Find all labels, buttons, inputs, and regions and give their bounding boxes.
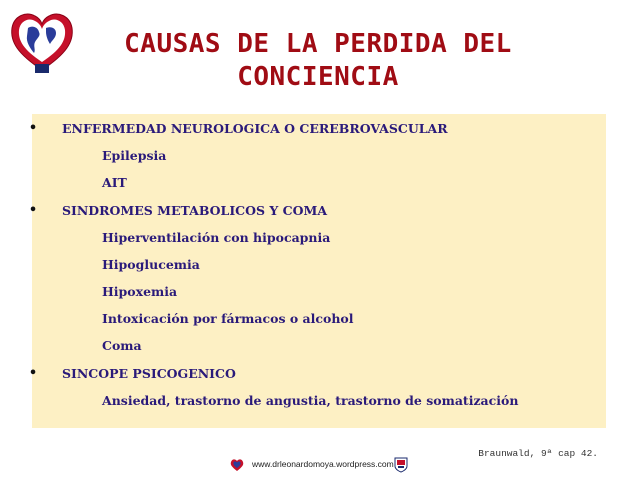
bullet-icon: • bbox=[28, 366, 38, 381]
list-item-label: Intoxicación por fármacos o alcohol bbox=[102, 311, 354, 326]
seal-icon bbox=[394, 457, 408, 473]
list-item bbox=[28, 200, 328, 222]
list-item-label: AIT bbox=[102, 175, 127, 190]
bullet-icon: • bbox=[28, 121, 38, 136]
slide-title bbox=[78, 28, 558, 94]
list-item bbox=[102, 227, 330, 249]
footer-url-link[interactable]: www.drleonardomoya.wordpress.com bbox=[252, 459, 394, 469]
list-item-label: Coma bbox=[102, 338, 142, 353]
footer bbox=[230, 457, 410, 473]
list-item bbox=[102, 281, 177, 303]
title-line-2: CONCIENCIA bbox=[237, 62, 399, 92]
list-item bbox=[28, 118, 448, 140]
reference-citation: Braunwald, 9ª cap 42. bbox=[478, 448, 598, 459]
list-item bbox=[102, 145, 166, 167]
list-item bbox=[102, 254, 200, 276]
bullet-icon: • bbox=[28, 203, 38, 218]
content-panel bbox=[28, 114, 606, 428]
list-item bbox=[28, 363, 236, 385]
heart-logo-icon bbox=[8, 8, 76, 76]
list-item bbox=[102, 390, 518, 412]
list-item-label: Epilepsia bbox=[102, 148, 167, 163]
heart-logo-icon bbox=[230, 458, 244, 472]
title-line-1: CAUSAS DE LA PERDIDA DEL bbox=[124, 29, 512, 59]
list-item-label: SINCOPE PSICOGENICO bbox=[62, 366, 236, 381]
list-item-label: Ansiedad, trastorno de angustia, trastorno de somatización bbox=[102, 393, 519, 408]
list-item-label: Hipoglucemia bbox=[102, 257, 200, 272]
list-item bbox=[102, 335, 142, 357]
list-item-label: ENFERMEDAD NEUROLOGICA O CEREBROVASCULAR bbox=[62, 121, 448, 136]
list-item bbox=[102, 172, 127, 194]
list-item-label: Hipoxemia bbox=[102, 284, 178, 299]
list-item-label: Hiperventilación con hipocapnia bbox=[102, 230, 331, 245]
list-item-label: SINDROMES METABOLICOS Y COMA bbox=[62, 203, 328, 218]
list-item bbox=[102, 308, 354, 330]
